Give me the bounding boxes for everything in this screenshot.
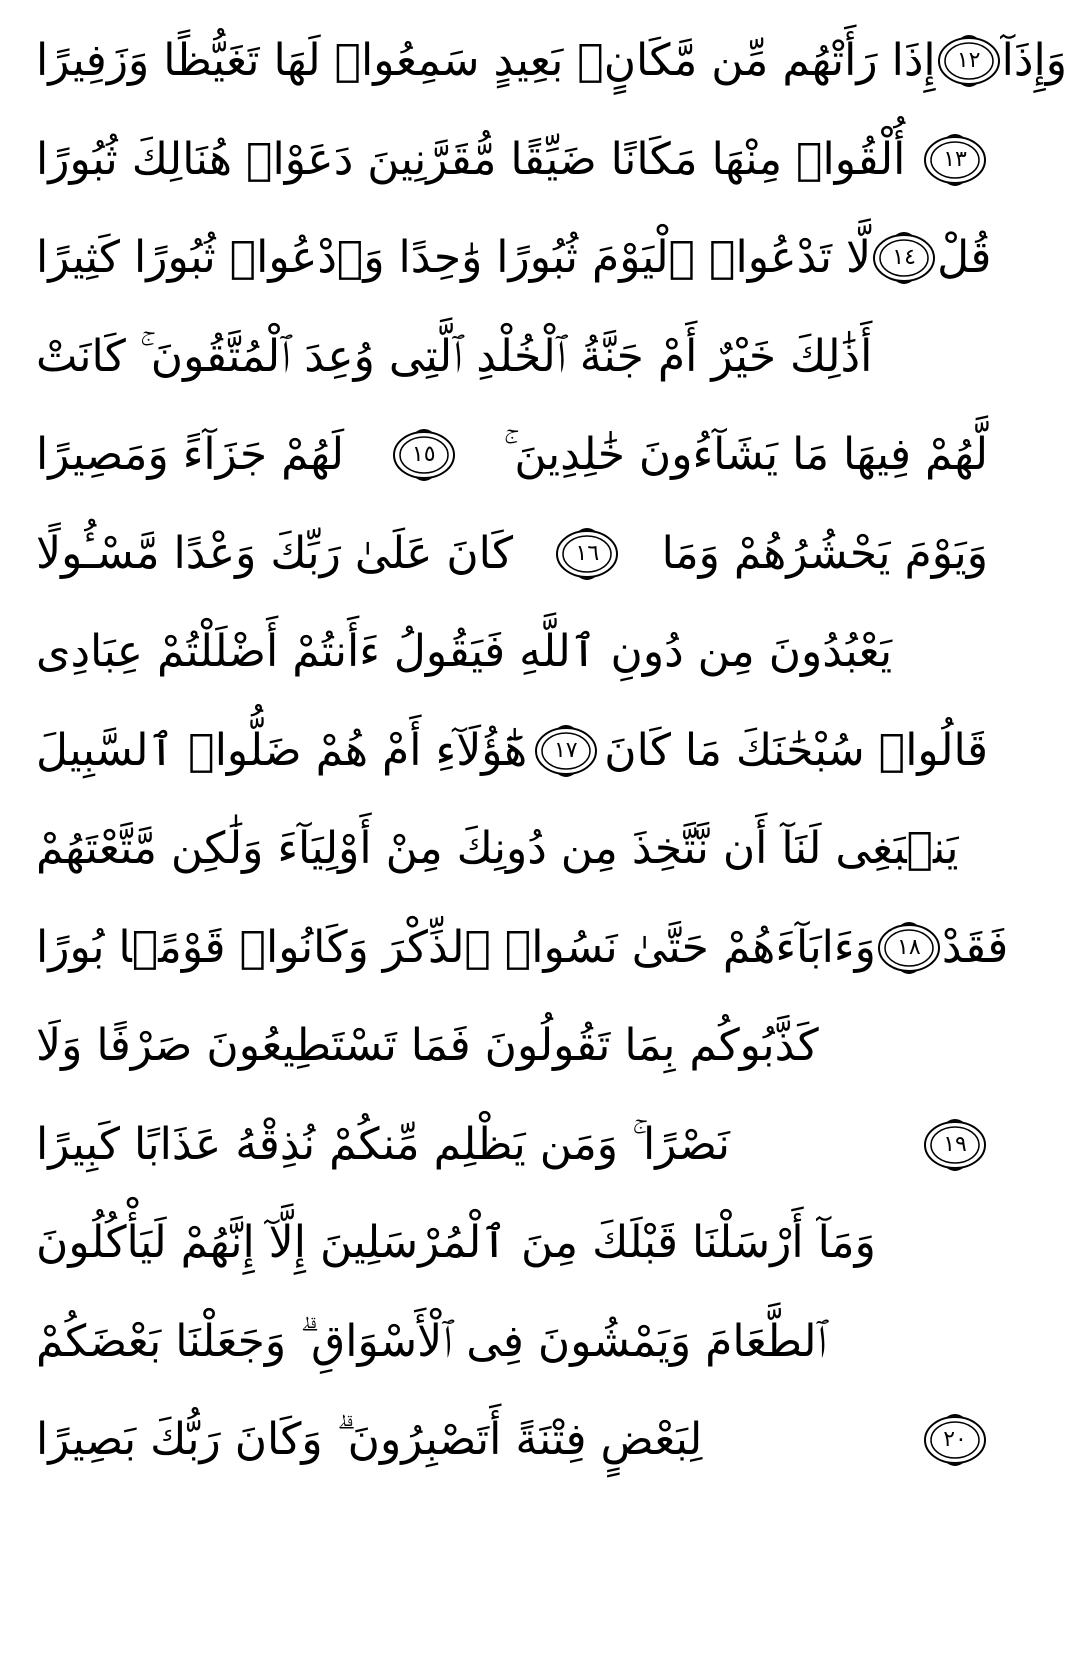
verse-text: لِبَعْضٍ فِتْنَةً أَتَصْبِرُونَ ۗ وَكَانَ رَبُّكَ بَصِيرًا [36,1414,703,1466]
text-line [36,997,988,1096]
ayah-number: ١٨ [897,934,921,960]
verse-text: أَذَٰلِكَ خَيْرٌ أَمْ جَنَّةُ ٱلْخُلْدِ ٱلَّتِى وُعِدَ ٱلْمُتَّقُونَ ۚ كَانَتْ [36,330,873,382]
verse-text: كَانَ عَلَىٰ رَبِّكَ وَعْدًا مَّسْـُٔولًا [36,527,514,579]
verse-text: فَقَدْ [941,921,1009,973]
ayah-end-marker [936,35,1002,87]
verse-text: لَهُمْ جَزَآءً وَمَصِيرًا [36,429,345,481]
text-line [36,209,992,308]
verse-text: لَّهُمْ فِيهَا مَا يَشَآءُونَ خَٰلِدِينَ ۚ [503,429,988,481]
verse-text: كَذَّبُوكُم بِمَا تَقُولُونَ فَمَا تَسْتَطِيعُونَ صَرْفًا وَلَا [36,1020,819,1072]
verse-text: قُلْ [937,232,992,284]
text-line [36,899,1009,998]
ayah-number: ١٤ [892,245,916,271]
text-line [36,12,1067,111]
text-line [36,1293,988,1392]
text-line [36,406,988,505]
text-line [36,111,988,210]
verse-text: وَإِذَآ [1001,35,1067,87]
ayah-number: ٢٠ [943,1427,967,1453]
text-line [36,702,988,801]
verse-text: ٱلطَّعَامَ وَيَمْشُونَ فِى ٱلْأَسْوَاقِ ۗ وَجَعَلْنَا بَعْضَكُمْ [36,1315,827,1367]
verse-text: يَعْبُدُونَ مِن دُونِ ٱللَّهِ فَيَقُولُ ءَأَنتُمْ أَضْلَلْتُمْ عِبَادِى [36,626,893,678]
ayah-number: ١٢ [956,48,981,74]
text-line [36,308,988,407]
ayah-end-marker [533,725,599,777]
verse-text: هَٰٓؤُلَآءِ أَمْ هُمْ ضَلُّوا۟ ٱلسَّبِيلَ [36,724,528,776]
verse-text: نَصْرًا ۚ وَمَن يَظْلِم مِّنكُمْ نُذِقْهُ عَذَابًا كَبِيرًا [36,1118,730,1170]
ayah-end-marker [876,922,942,974]
ayah-end-marker [922,1414,988,1466]
ayah-end-marker [871,232,937,284]
text-line [36,1096,988,1195]
verse-text: لَّا تَدْعُوا۟ ٱلْيَوْمَ ثُبُورًا وَٰحِدًا وَٱدْعُوا۟ ثُبُورًا كَثِيرًا [36,232,872,284]
text-line [36,1194,988,1293]
text-line [36,505,988,604]
verse-text: إِذَا رَأَتْهُم مِّن مَّكَانٍۭ بَعِيدٍ سَمِعُوا۟ لَهَا تَغَيُّظًا وَزَفِيرًا [36,35,936,87]
text-line [36,1391,988,1490]
text-line [36,603,988,702]
ayah-end-marker [922,134,988,186]
ayah-number: ١٧ [553,737,578,763]
verse-text: وَيَوْمَ يَحْشُرُهُمْ وَمَا [661,527,988,579]
verse-text: وَمَآ أَرْسَلْنَا قَبْلَكَ مِنَ ٱلْمُرْسَلِينَ إِلَّآ إِنَّهُمْ لَيَأْكُلُونَ [36,1217,876,1269]
ayah-number: ١٦ [575,540,600,566]
verse-text: أُلْقُوا۟ مِنْهَا مَكَانًا ضَيِّقًا مُّقَرَّنِينَ دَعَوْا۟ هُنَالِكَ ثُبُورًا [36,133,906,185]
ayah-end-marker [391,429,457,481]
ayah-number: ١٩ [943,1131,967,1157]
ayah-number: ١٥ [411,442,436,468]
ayah-end-marker [922,1119,988,1171]
verse-text: يَنۢبَغِى لَنَآ أَن نَّتَّخِذَ مِن دُونِكَ مِنْ أَوْلِيَآءَ وَلَٰكِن مَّتَّعْتَهُمْ [36,823,959,875]
verse-text: وَءَابَآءَهُمْ حَتَّىٰ نَسُوا۟ ٱلذِّكْرَ وَكَانُوا۟ قَوْمًۢا بُورًا [36,921,876,973]
text-line [36,800,988,899]
verse-text: قَالُوا۟ سُبْحَٰنَكَ مَا كَانَ [604,724,988,776]
ayah-end-marker [554,528,620,580]
ayah-number: ١٣ [943,146,967,172]
